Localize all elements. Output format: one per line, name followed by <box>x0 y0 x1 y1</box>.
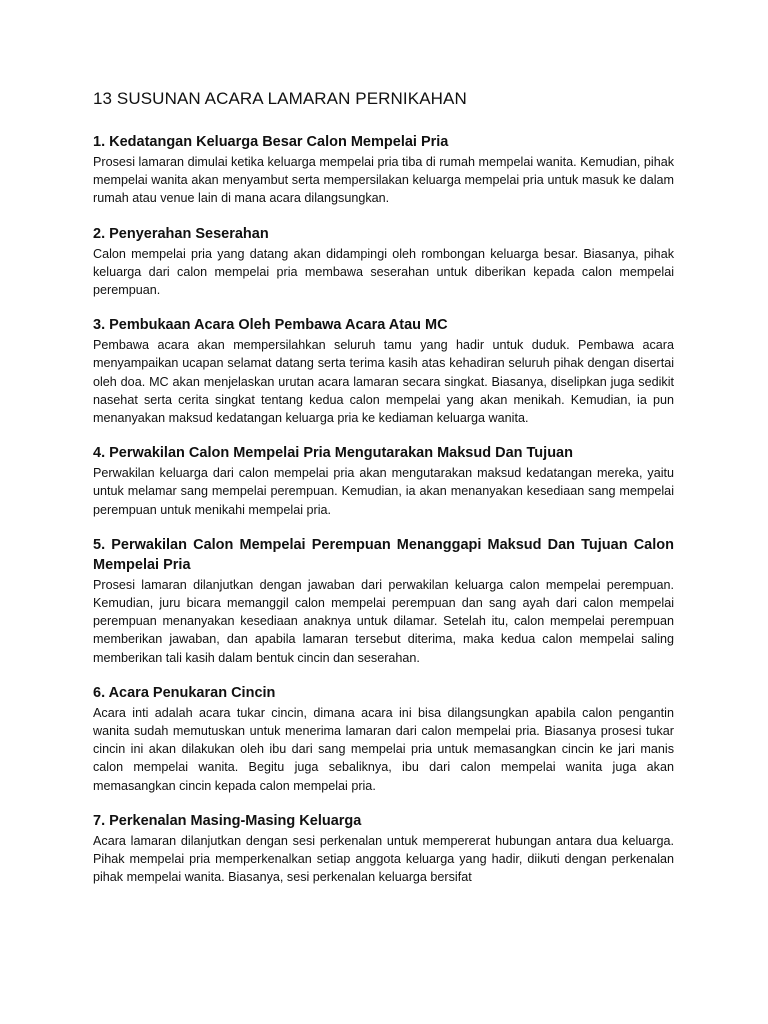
section-2 <box>93 224 674 300</box>
section-body: Pembawa acara akan mempersilahkan seluruh tamu yang hadir untuk duduk. Pembawa acara menyampaikan ucapan selamat datang serta terima kasih atas kehadiran seluruh pihak dengan disertai oleh doa. MC akan menjelaskan urutan acara lamaran secara singkat. Biasanya, diselipkan juga sedikit nasehat serta cerita singkat tentang kedua calon mempelai yang akan menikah. Kemudian, ia pun menanyakan maksud kedatangan keluarga pria ke kediaman keluarga wanita. <box>93 338 674 426</box>
section-body: Calon mempelai pria yang datang akan didampingi oleh rombongan keluarga besar. Biasanya, pihak keluarga dari calon mempelai pria membawa seserahan untuk diberikan kepada calon mempelai perempuan. <box>93 246 674 298</box>
section-heading: 3. Pembukaan Acara Oleh Pembawa Acara Atau MC <box>93 317 448 334</box>
section-body: Acara inti adalah acara tukar cincin, dimana acara ini bisa dilangsungkan apabila calon pengantin wanita sudah memutuskan untuk menerima lamaran dari calon mempelai pria. Biasanya prosesi tukar cincin ini akan dilakukan oleh ibu dari sang mempelai pria untuk memasangkan cincin ke jari manis calon mempelai wanita. Begitu juga sebaliknya, ibu dari calon mempelai wanita juga akan memasangkan cincin kepada calon mempelai pria. <box>93 705 674 793</box>
section-4 <box>93 443 674 519</box>
document-page <box>93 88 674 902</box>
section-heading: 5. Perwakilan Calon Mempelai Perempuan Menanggapi Maksud Dan Tujuan Calon Mempelai Pria <box>93 536 674 573</box>
section-body: Acara lamaran dilanjutkan dengan sesi perkenalan untuk mempererat hubungan antara dua keluarga. Pihak mempelai pria memperkenalkan setiap anggota keluarga yang hadir, diikuti dengan perkenalan pihak mempelai wanita. Biasanya, sesi perkenalan keluarga bersifat <box>93 833 674 885</box>
section-1 <box>93 132 674 208</box>
section-body: Prosesi lamaran dimulai ketika keluarga mempelai pria tiba di rumah mempelai wanita. Kemudian, pihak mempelai wanita akan menyambut serta mempersilakan keluarga mempelai pria untuk masuk ke dalam rumah atau venue lain di mana acara dilangsungkan. <box>93 155 674 206</box>
section-7 <box>93 811 674 887</box>
section-heading: 1. Kedatangan Keluarga Besar Calon Mempelai Pria <box>93 134 449 150</box>
section-body: Prosesi lamaran dilanjutkan dengan jawaban dari perwakilan keluarga calon mempelai perempuan. Kemudian, juru bicara memanggil calon mempelai perempuan dan sang ayah dari calon mempelai perempuan menanyakan kesediaan anaknya untuk dilamar. Setelah itu, calon mempelai perempuan memberikan jawaban, dan apabila lamaran tersebut diterima, maka kedua calon mempelai saling memberikan tali kasih dalam bentuk cincin dan seserahan. <box>93 577 674 665</box>
section-5 <box>93 535 674 667</box>
section-heading: 4. Perwakilan Calon Mempelai Pria Mengutarakan Maksud Dan Tujuan <box>93 445 573 462</box>
document-title: 13 SUSUNAN ACARA LAMARAN PERNIKAHAN <box>93 89 467 108</box>
section-6 <box>93 683 674 795</box>
section-heading: 2. Penyerahan Seserahan <box>93 225 269 242</box>
section-3 <box>93 315 674 427</box>
section-body: Perwakilan keluarga dari calon mempelai pria akan mengutarakan maksud kedatangan mereka, yaitu untuk melamar sang mempelai perempuan. Kemudian, ia akan menanyakan kesediaan sang mempelai perempuan untuk menikahi mempelai pria. <box>93 466 674 517</box>
section-heading: 6. Acara Penukaran Cincin <box>93 684 276 701</box>
section-heading: 7. Perkenalan Masing-Masing Keluarga <box>93 812 362 829</box>
